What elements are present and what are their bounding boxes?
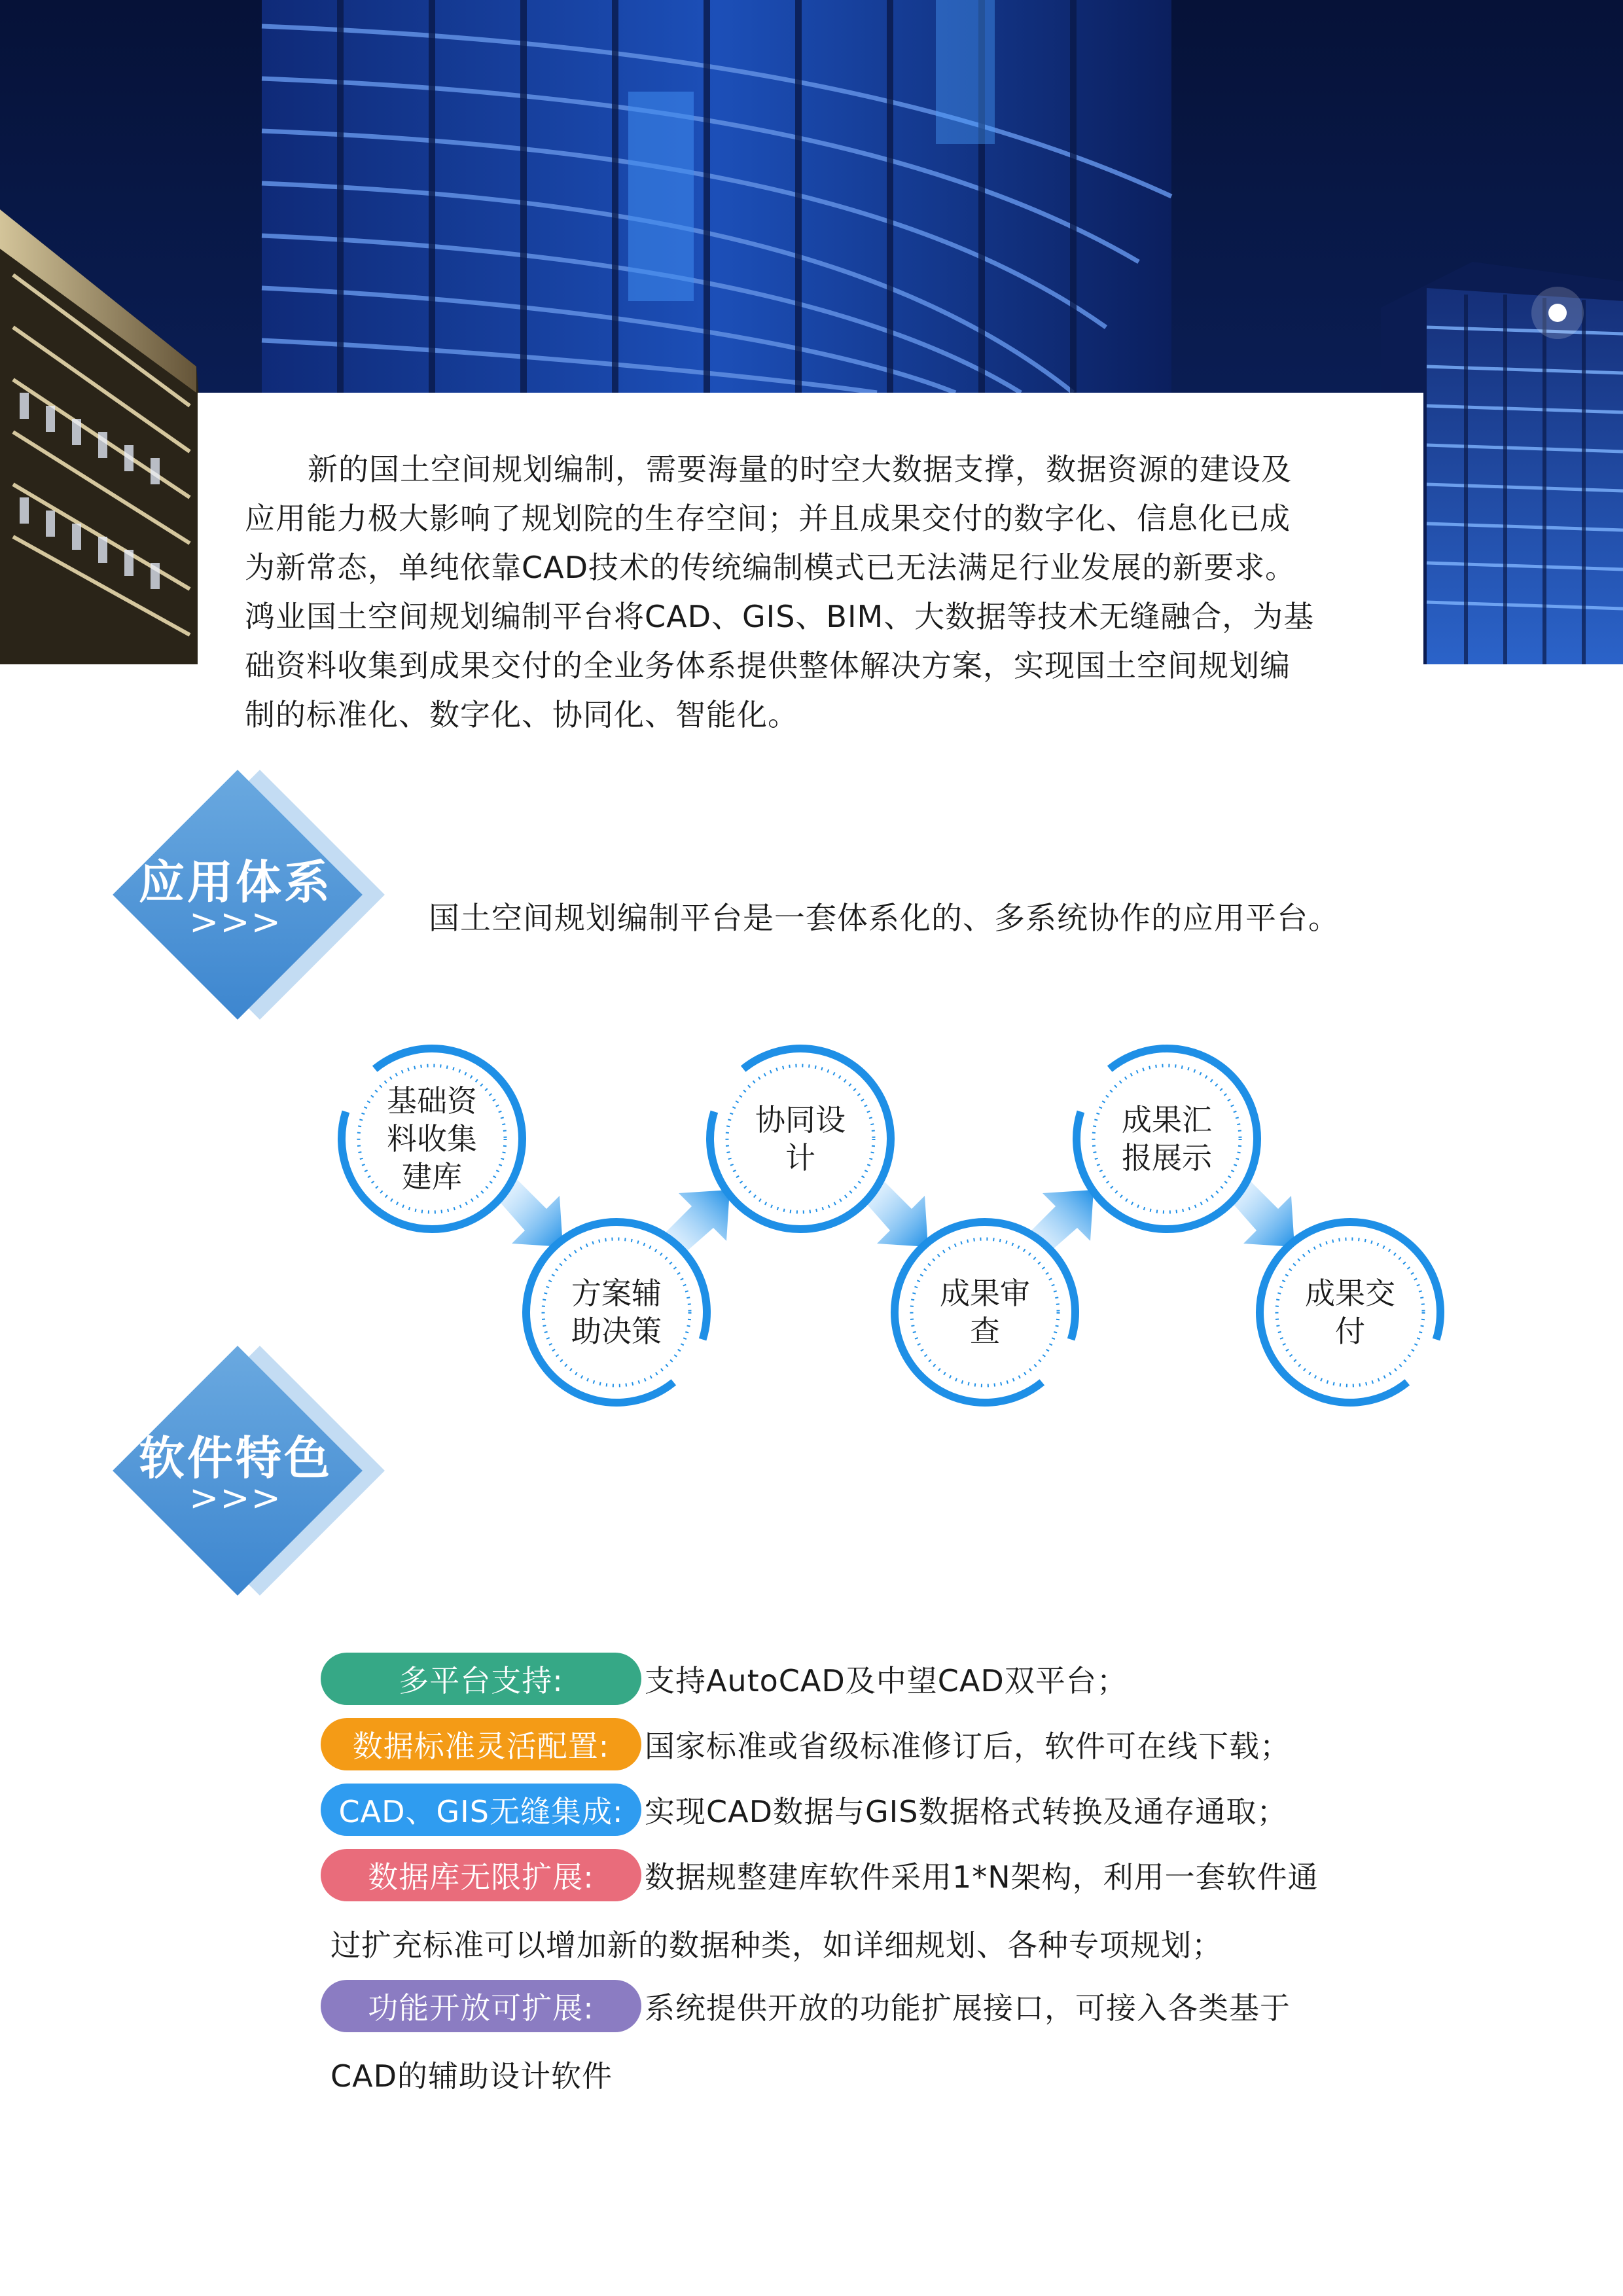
- workflow-step-label: 方案辅助决策: [571, 1276, 662, 1349]
- workflow-step-label: 成果审查: [940, 1276, 1030, 1349]
- feature-text: 国家标准或省级标准修订后，软件可在线下载；: [645, 1729, 1291, 1764]
- intro-line: 应用能力极大影响了规划院的生存空间；并且成果交付的数字化、信息化已成: [245, 501, 1291, 536]
- feature-tag: 功能开放可扩展:: [321, 1980, 641, 2032]
- intro-line: 制的标准化、数字化、协同化、智能化。: [245, 697, 798, 732]
- feature-text: 实现CAD数据与GIS数据格式转换及通存通取；: [645, 1794, 1288, 1829]
- workflow-step: [337, 1044, 527, 1234]
- intro-line: 础资料收集到成果交付的全业务体系提供整体解决方案，实现国土空间规划编: [245, 648, 1291, 683]
- feature-text: 系统提供开放的功能扩展接口，可接入各类基于: [645, 1990, 1291, 2026]
- workflow-step: [1072, 1044, 1262, 1234]
- workflow-step: [705, 1044, 895, 1234]
- chevrons-right-icon: >>>: [189, 1477, 282, 1518]
- workflow-step-label: 成果交付: [1305, 1276, 1395, 1349]
- chevrons-right-icon: >>>: [189, 901, 282, 942]
- section-title: 应用体系: [139, 855, 332, 909]
- section-description: 国土空间规划编制平台是一套体系化的、多系统协作的应用平台。: [429, 901, 1340, 937]
- feature-text: 支持AutoCAD及中望CAD双平台；: [645, 1663, 1128, 1698]
- feature-tag: 多平台支持:: [321, 1653, 641, 1705]
- feature-tag: CAD、GIS无缝集成:: [321, 1784, 641, 1836]
- section-badge-features: [111, 1369, 419, 1644]
- section-title: 软件特色: [139, 1431, 332, 1485]
- section-badge-application: [111, 793, 419, 1068]
- workflow-step: [1255, 1217, 1445, 1407]
- workflow-step-label: 成果汇报展示: [1122, 1102, 1212, 1175]
- intro-paragraph: [245, 445, 1370, 740]
- intro-line: 新的国土空间规划编制，需要海量的时空大数据支撑，数据资源的建设及: [308, 452, 1292, 487]
- workflow-step-label: 基础资料收集建库: [387, 1083, 477, 1194]
- intro-line: 为新常态，单纯依靠CAD技术的传统编制模式已无法满足行业发展的新要求。: [245, 550, 1296, 585]
- feature-text: 数据规整建库软件采用1*N架构，利用一套软件通: [645, 1859, 1319, 1895]
- feature-text-continued: CAD的辅助设计软件: [330, 2058, 613, 2094]
- feature-text-continued: 过扩充标准可以增加新的数据种类，如详细规划、各种专项规划；: [330, 1928, 1222, 1963]
- workflow-step: [890, 1217, 1080, 1407]
- workflow-step-label: 协同设计: [755, 1102, 846, 1175]
- feature-tag: 数据库无限扩展:: [321, 1849, 641, 1901]
- feature-tag: 数据标准灵活配置:: [321, 1718, 641, 1770]
- intro-line: 鸿业国土空间规划编制平台将CAD、GIS、BIM、大数据等技术无缝融合，为基: [245, 599, 1315, 634]
- workflow-step: [522, 1217, 711, 1407]
